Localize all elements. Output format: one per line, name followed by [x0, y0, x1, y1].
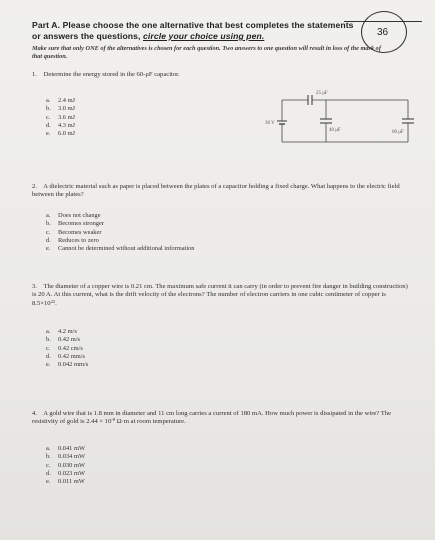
option-text: 4.2 m/s [58, 328, 77, 335]
instructions-note: Make sure that only ONE of the alternatives is chosen for each question. Two answers to one question will result in loss of the mark of that question. [32, 45, 381, 60]
label-voltage: 30 V [265, 121, 275, 126]
question-text: The diameter of a copper wire is 0.21 cm. The maximum safe current it can carry (in order to prevent fire danger in building construction) is 20 A. At this current, what is the drift velocity of the electrons? The number of electron carriers in one cubic centimeter of copper is 8.5×10 [32, 283, 408, 307]
option-letter: a. [46, 212, 51, 219]
question-text: Determine the energy stored in the 60-μF capacitor. [43, 71, 180, 78]
title-text: Part A. Please choose the one alternative that best completes the statements or answers the questions, [32, 20, 354, 41]
option-text: Reduces to zero [58, 236, 99, 244]
option-e[interactable] [46, 361, 88, 369]
option-c[interactable] [46, 114, 75, 122]
option-c[interactable] [46, 345, 88, 353]
option-letter: c. [46, 344, 51, 352]
circuit-diagram [265, 86, 418, 148]
option-letter: d. [46, 121, 51, 129]
options-q3 [46, 328, 88, 369]
question-2 [32, 183, 402, 200]
option-letter: e. [46, 130, 51, 138]
option-text: Cannot be determined without additional information [58, 245, 195, 253]
option-text: Becomes stronger [58, 220, 104, 228]
exponent: 22 [50, 298, 56, 304]
option-text: 3.0 mJ [58, 105, 76, 113]
score-value: 36 [377, 27, 389, 38]
option-a[interactable] [46, 445, 85, 453]
option-a[interactable] [46, 328, 88, 336]
options-q2 [46, 212, 194, 253]
option-letter: c. [46, 461, 51, 469]
option-d[interactable] [46, 237, 194, 245]
option-letter: b. [46, 220, 51, 228]
option-letter: b. [46, 453, 51, 461]
option-letter: c. [46, 228, 51, 236]
question-number: 2. [32, 183, 37, 190]
option-e[interactable] [46, 478, 85, 486]
question-text-end: . [55, 299, 57, 307]
option-letter: d. [46, 236, 51, 244]
option-text: 0.023 mW [58, 469, 85, 477]
option-c[interactable] [46, 229, 194, 237]
question-text: A gold wire that is 1.8 mm in diameter and 11 cm long carries a current of 180 mA. How much power is dissipated in the wire? The resistivity of gold is 2.44 × 10 [32, 410, 392, 426]
option-letter: b. [46, 105, 51, 113]
option-letter: e. [46, 361, 51, 369]
option-a[interactable] [46, 212, 194, 220]
option-text: 0.041 mW [58, 445, 85, 452]
label-c-right: 60 μF [392, 130, 404, 135]
question-number: 3. [32, 283, 37, 290]
option-text: Becomes weaker [58, 228, 102, 236]
option-letter: e. [46, 478, 51, 486]
label-c-top: 25 μF [316, 91, 328, 96]
option-text: 0.011 mW [58, 478, 85, 486]
option-b[interactable] [46, 453, 85, 461]
option-b[interactable] [46, 220, 194, 228]
option-text: 0.42 m/s [58, 336, 81, 344]
option-text: 3.6 mJ [58, 113, 76, 121]
options-q1 [46, 97, 75, 138]
option-letter: e. [46, 245, 51, 253]
question-text-end: Ω·m at room temperature. [115, 418, 186, 426]
option-letter: a. [46, 97, 51, 104]
option-letter: a. [46, 328, 51, 335]
title-emphasis: circle your choice using pen. [143, 31, 265, 41]
exponent: -8 [111, 417, 116, 423]
option-text: 6.0 mJ [58, 130, 76, 138]
option-letter: c. [46, 113, 51, 121]
option-text: 2.4 mJ [58, 97, 76, 104]
options-q4 [46, 445, 85, 486]
option-a[interactable] [46, 97, 75, 105]
option-e[interactable] [46, 245, 194, 253]
option-text: 0.030 mW [58, 461, 85, 469]
option-b[interactable] [46, 336, 88, 344]
question-number: 4. [32, 410, 37, 417]
question-number: 1. [32, 71, 37, 78]
option-c[interactable] [46, 462, 85, 470]
question-text: A dielectric material such as paper is placed between the plates of a capacitor holding a fixed charge. What happens to the electric field between the plates? [32, 183, 400, 199]
option-d[interactable] [46, 122, 75, 130]
option-letter: a. [46, 445, 51, 452]
option-text: 0.42 cm/s [58, 344, 83, 352]
option-text: 0.042 mm/s [58, 361, 89, 369]
option-letter: b. [46, 336, 51, 344]
option-e[interactable] [46, 130, 75, 138]
question-4 [32, 410, 408, 427]
option-letter: d. [46, 469, 51, 477]
option-text: 4.3 mJ [58, 121, 76, 129]
question-1 [32, 71, 272, 79]
option-letter: d. [46, 352, 51, 360]
option-text: Does not change [58, 212, 101, 219]
option-text: 0.034 mW [58, 453, 85, 461]
question-3 [32, 283, 410, 308]
section-title [32, 20, 362, 42]
option-text: 0.42 mm/s [58, 352, 85, 360]
option-d[interactable] [46, 353, 88, 361]
label-c-mid: 40 μF [329, 128, 341, 133]
option-b[interactable] [46, 105, 75, 113]
option-d[interactable] [46, 470, 85, 478]
